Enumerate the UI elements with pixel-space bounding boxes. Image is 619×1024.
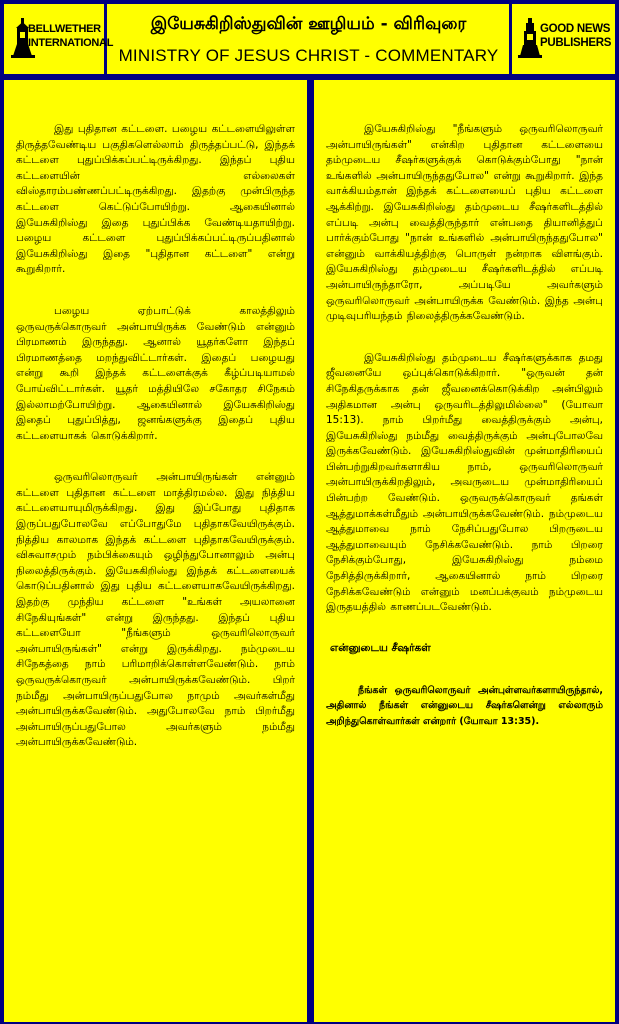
right-column xyxy=(314,80,615,1022)
paragraph: இயேசுகிறிஸ்து தம்முடைய சீஷர்களுக்காக தமது ஜீவனையே ஒப்புக்கொடுக்கிறார். "ஒருவன் தன் சிநேகிதருக்காக தன் ஜீவனைக்கொடுக்கிற அன்பிலும் அதிகமான அன்பு ஒருவரிடத்திலுமில்லை" (யோவா 15:13). நாம் பிறர்மீது வைத்திருக்கும் அன்பு, இயேசுகிறிஸ்து நம்மீது வைத்திருக்கும் அன்புபோலவே இருக்கவேண்டும். இயேசுகிறிஸ்துவின் முன்மாதிரியைப் பின்பற்றுகிறவர்களாகிய நாம், ஒருவரிலொருவர் அன்பாயிருக்கிறதிலும், அவருடைய முன்மாதிரியைப் பின்பற்ற வேண்டும். ஒருவருக்கொருவர் தங்கள் ஆத்துமாக்கள்மீதும் அன்பாயிருக்கவேண்டும். நம்முடைய ஆத்துமாவை நாம் நேசிப்பதுபோல பிறருடைய ஆத்துமாவையும் நேசிக்கவேண்டும். நாம் பிறரை நேசிக்கும்போது, இயேசுகிறிஸ்து நம்மை நேசித்திருக்கிறார், ஆகையினால் நாம் பிறரை நேசிக்கவேண்டும் என்னும் மனப்பக்குவம் நம்முடைய இருதயத்தில் காணப்படவேண்டும். xyxy=(326,351,603,614)
good-news-logo xyxy=(509,4,615,74)
scripture-quote: நீங்கள் ஒருவரிலொருவர் அன்புள்ளவர்களாயிருந்தால், அதினால் நீங்கள் என்னுடைய சீஷர்களென்று எல்லாரும் அறிந்துகொள்வார்கள் என்றார் (யோவா 13:35). xyxy=(326,684,603,727)
paragraph: பழைய ஏற்பாட்டுக் காலத்திலும் ஒருவருக்கொருவர் அன்பாயிருக்க வேண்டும் என்னும் பிரமாணம் இருந்தது. ஆனால் யூதர்களோ இந்தப் பிரமாணத்தை மறந்துவிட்டார்கள். இதைப் பழையது என்று கூறி இந்தக் கட்டளைக்குக் கீழ்ப்படியாமல் போய்விட்டார்கள். யூதர் மத்தியிலே சகோதர சிநேகம் இல்லாமற்போயிற்று. ஆகையினால் இயேசுகிறிஸ்து இதைப் புதுப்பித்து, ஜனங்களுக்கு இதைப் புதிய கட்டளையாகக் கொடுக்கிறார். xyxy=(16,304,295,442)
paragraph: ஒருவரிலொருவர் அன்பாயிருங்கள் என்னும் கட்டளை புதிதான கட்டளை மாத்திரமல்ல. இது நித்திய கட்டளையாயுமிருக்கிறது. இது இப்போது புதிதாக இருப்பதுபோலவே எப்போதுமே புதிதாகவேயிருக்கும். நித்திய காலமாக இந்தக் கட்டளை புதிதாகவேயிருக்கும். விசுவாசமும் நம்பிக்கையும் ஒழிந்துபோனாலும் அன்பு நிலைத்திருக்கும். இயேசுகிறிஸ்து இந்தக் கட்டளையைக் கொடுப்பதினால் இது புதிய கட்டளையாகவேயிருக்கிறது. இதற்கு முந்திய கட்டளை "உங்கள் அயலானை சிநேகியுங்கள்" என்று இருந்தது. இந்தப் புதிய கட்டளையோ "நீங்களும் ஒருவரிலொருவர் அன்பாயிருங்கள்" என்று இருக்கிறது. நம்முடைய சிநேகத்தை நாம் பரிமாறிக்கொள்ளவேண்டும். நாம் ஒருவருக்கொருவர் அன்பாயிருக்கவேண்டும். பிறர் நம்மீது அன்பாயிருப்பதுபோல நாமும் அவர்கள்மீது அன்பாயிருக்கவேண்டும். அதுபோலவே நாம் பிறர்மீது அன்பாயிருப்பதுபோல அவர்களும் நம்மீது அன்பாயிருக்கவேண்டும். xyxy=(16,471,295,749)
paragraph: இயேசுகிறிஸ்து "நீங்களும் ஒருவரிலொருவர் அன்பாயிருங்கள்" என்கிற புதிதான கட்டளையை தம்முடைய சீஷர்களுக்குக் கொடுக்கும்போது "நான் உங்களில் அன்பாயிருந்ததுபோல" என்று கூறுகிறார். இந்த வாக்கியம்தான் இந்தக் கட்டளையைப் புதிய கட்டளை ஆக்கிற்று. இயேசுகிறிஸ்து தம்முடைய சீஷர்களிடத்தில் எப்படி அன்பு வைத்திருந்தார் என்பதை தியானித்துப் பார்க்கும்போது "நான் உங்களில் அன்பாயிருந்ததுபோல" என்னும் வாக்கியத்திற்கு பொருள் நன்றாக விளங்கும். இயேசுகிறிஸ்து தம்முடைய சீஷர்களிடத்தில் எப்படி அன்பாயிருந்தாரோ, அப்படியே அவர்களும் ஒருவரிலொருவர் அன்பாயிருக்க வேண்டும். இந்த அன்பு முடிவுபரியந்தம் நிலைத்திருக்கவேண்டும். xyxy=(326,123,603,323)
page-title-tamil: இயேசுகிறிஸ்துவின் ஊழியம் - விரிவுரை xyxy=(150,14,467,34)
right-logo-text: GOOD NEWS PUBLISHERS xyxy=(540,23,612,49)
paragraph: இது புதிதான கட்டளை. பழைய கட்டளையிலுள்ள திருத்தவேண்டிய பகுதிகளெல்லாம் திருத்தப்பட்டு, இந்தக் கட்டளை புதுப்பிக்கப்பட்டிருக்கிறது. இந்தப் புதிய கட்டளையின் எல்லைகள் விஸ்தாரம்பண்ணப்பட்டிருக்கிறது. இதற்கு முன்பிருந்த கட்டளை கெட்டுப்போயிற்று. ஆகையினால் இயேசுகிறிஸ்து இதை புதுப்பிக்க வேண்டியதாயிற்று. பழைய கட்டளை புதுப்பிக்கப்பட்டிருப்பதினால் இயேசுகிறிஸ்து இதை "புதிதான கட்டளை" என்று கூறுகிறார். xyxy=(16,123,295,276)
left-logo-text: BELLWETHER INTERNATIONAL xyxy=(28,23,114,49)
bellwether-logo xyxy=(4,4,114,74)
header-banner xyxy=(2,2,617,76)
section-heading: என்னுடைய சீஷர்கள் xyxy=(330,641,431,654)
title-block xyxy=(110,4,507,74)
left-column xyxy=(4,80,307,1022)
page-title-english: MINISTRY OF JESUS CHRIST - COMMENTARY xyxy=(118,46,499,65)
